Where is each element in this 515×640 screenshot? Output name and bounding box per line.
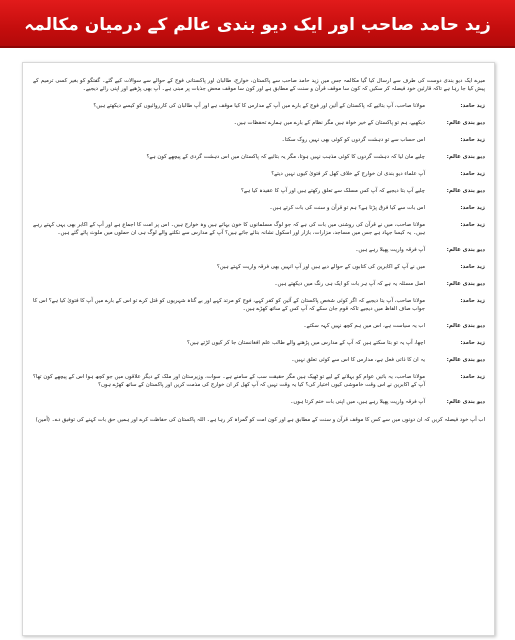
speaker-label: دیو بندی عالم: [446,399,485,405]
dialogue-text: چلیے آپ بتا دیجیے کہ آپ کس مسلک سے تعلق رکھتے ہیں اور آپ کا عقیدہ کیا ہے؟ [240,188,425,194]
dialogue-text: مولانا صاحب، میں نے قرآن کی روشنی میں بات کی ہے کہ جو لوگ مسلمانوں کا خون بہاتے ہیں وہ خوارج ہیں۔ اس پر امت کا اجماع ہے اور آپ کے اکابر بھی یہی کہتے رہے ہیں۔ یہ کیسا جہاد ہے جس میں مساجد، مزارات، بازار اور اسکول نشانہ بنائے جاتے ہیں؟ آپ کے مدارس سے نکلنے والے لوگ ہی ان حملوں میں ملوث پائے گئے ہیں۔ [33,222,425,236]
speaker-label: دیو بندی عالم: [446,120,485,126]
dialogue-row [33,187,485,195]
dialogue-row [33,322,485,330]
dialogue-text: آپ فرقہ واریت پھیلا رہے ہیں۔ [355,247,425,253]
dialogue-text: اس بات سے کیا فرق پڑتا ہے؟ ہم تو قرآن و سنت کی بات کرتے ہیں۔ [269,205,425,211]
dialogue-text: یہ ان کا ذاتی فعل ہے، مدارس کا اس سے کوئی تعلق نہیں۔ [291,357,425,363]
speaker-label: زید حامد: [460,222,485,228]
speaker-label: زید حامد: [460,103,485,109]
speaker-label: زید حامد: [460,374,485,380]
dialogue-row [33,136,485,144]
dialogue-text: دیکھیے، ہم تو پاکستان کے خیر خواہ ہیں مگر نظام کے بارے میں ہمارے تحفظات ہیں۔ [233,120,425,126]
dialogue-row [33,246,485,254]
dialogue-text: آپ فرقہ واریت پھیلا رہے ہیں، میں اپنی بات ختم کرتا ہوں۔ [290,399,425,405]
dialogue-row [33,356,485,364]
speaker-label: دیو بندی عالم: [446,247,485,253]
dialogue-text: اصل مسئلہ یہ ہے کہ آپ ہر بات کو ایک ہی رنگ میں دیکھتے ہیں۔ [274,281,425,287]
dialogue-row [33,280,485,288]
dialogue-text: مولانا صاحب، آپ بتا دیجیے کہ اگر کوئی شخص پاکستان کے آئین کو کفر کہے، فوج کو مرتد کہے اور بے گناہ شہریوں کو قتل کرے تو اس کے بارے میں آپ کا فتویٰ کیا ہے؟ اس کا جواب صاف الفاظ میں دیجیے تاکہ قوم جان سکے کہ آپ کس کے ساتھ کھڑے ہیں۔ [33,298,425,312]
page-title: زید حامد صاحب اور ایک دیو بندی عالم کے درمیان مکالمہ [24,14,491,35]
dialogue-row [33,339,485,347]
dialogue-text: آپ علماء دیو بندی ان خوارج کے خلاف کھل کر فتویٰ کیوں نہیں دیتے؟ [271,171,425,177]
speaker-label: زید حامد: [460,340,485,346]
dialogue-row [33,102,485,110]
document-content [33,77,485,429]
speaker-label: زید حامد: [460,264,485,270]
intro-paragraph: میرے ایک دیو بندی دوست کی طرف سے ارسال کیا گیا مکالمہ جس میں زید حامد صاحب سے پاکستان، خوارج، طالبان اور پاکستانی فوج کے حوالے سے سوالات کیے گئے۔ گفتگو کو بغیر کسی ترمیم کے پیش کیا جا رہا ہے تاکہ قارئین خود فیصلہ کر سکیں کہ کون سا موقف قرآن و سنت کے مطابق ہے اور کون سا موقف محض جذبات پر مبنی ہے۔ آپ بھی پڑھیے اور اپنی رائے دیجیے۔ [33,78,485,92]
dialogue-text: میں نے آپ کے اکابرین کی کتابوں کے حوالے دیے ہیں اور آپ انہیں بھی فرقہ واریت کہتے ہیں؟ [216,264,425,270]
document-page [22,62,495,636]
speaker-label: زید حامد: [460,171,485,177]
dialogue-row [33,398,485,406]
speaker-label: دیو بندی عالم: [446,154,485,160]
speaker-label: زید حامد: [460,137,485,143]
dialogue-row [33,263,485,271]
dialogue-row [33,153,485,161]
title-banner [0,0,515,48]
dialogue-text: اچھا، آپ یہ تو بتا سکتے ہیں کہ آپ کے مدارس میں پڑھنے والے طالب علم افغانستان جا کر کیوں لڑتے ہیں؟ [187,340,425,346]
closing-paragraph: اب آپ خود فیصلہ کریں کہ ان دونوں میں سے کس کا موقف قرآن و سنت کے مطابق ہے اور کون امت کو گمراہ کر رہا ہے۔ اللہ پاکستان کی حفاظت کرے اور ہمیں حق بات کہنے کی توفیق دے۔ (آمین) [35,417,485,423]
dialogue-text: چلیے مان لیا کہ دہشت گردوں کا کوئی مذہب نہیں ہوتا، مگر یہ بتائیے کہ پاکستان میں اس دہشت گردی کے پیچھے کون ہے؟ [146,154,425,160]
dialogue-row [33,119,485,127]
dialogue-text: مولانا صاحب، یہ باتیں عوام کو بہلانے کے لیے تو ٹھیک ہیں مگر حقیقت سب کے سامنے ہے۔ سوات، وزیرستان اور ملک کے دیگر علاقوں میں جو کچھ ہوا اس کے پیچھے کون تھا؟ آپ کے اکابرین نے اس وقت خاموشی کیوں اختیار کی؟ کیا یہ وقت نہیں کہ آپ کھل کر ان خوارج کی مذمت کریں اور پاکستان کے ساتھ کھڑے ہوں؟ [33,374,425,388]
speaker-label: دیو بندی عالم: [446,323,485,329]
dialogue-row [33,297,485,313]
dialogue-row [33,373,485,389]
speaker-label: دیو بندی عالم: [446,357,485,363]
dialogue-row [33,221,485,237]
speaker-label: زید حامد: [460,205,485,211]
speaker-label: دیو بندی عالم: [446,188,485,194]
dialogue-row [33,204,485,212]
dialogue-text: مولانا صاحب، آپ بتائیے کہ پاکستان کے آئین اور فوج کے بارے میں آپ کے مدارس کا کیا موقف ہے اور آپ طالبان کی کارروائیوں کو کیسے دیکھتے ہیں؟ [93,103,425,109]
dialogue-text: اب یہ سیاست ہے، اس میں ہم کچھ نہیں کہہ سکتے۔ [303,323,425,329]
dialogue-row [33,170,485,178]
speaker-label: زید حامد: [460,298,485,304]
dialogue-text: اس حساب سے تو دہشت گردوں کو کوئی بھی نہیں روک سکتا۔ [281,137,425,143]
dialogue-list [33,102,485,406]
speaker-label: دیو بندی عالم: [446,281,485,287]
